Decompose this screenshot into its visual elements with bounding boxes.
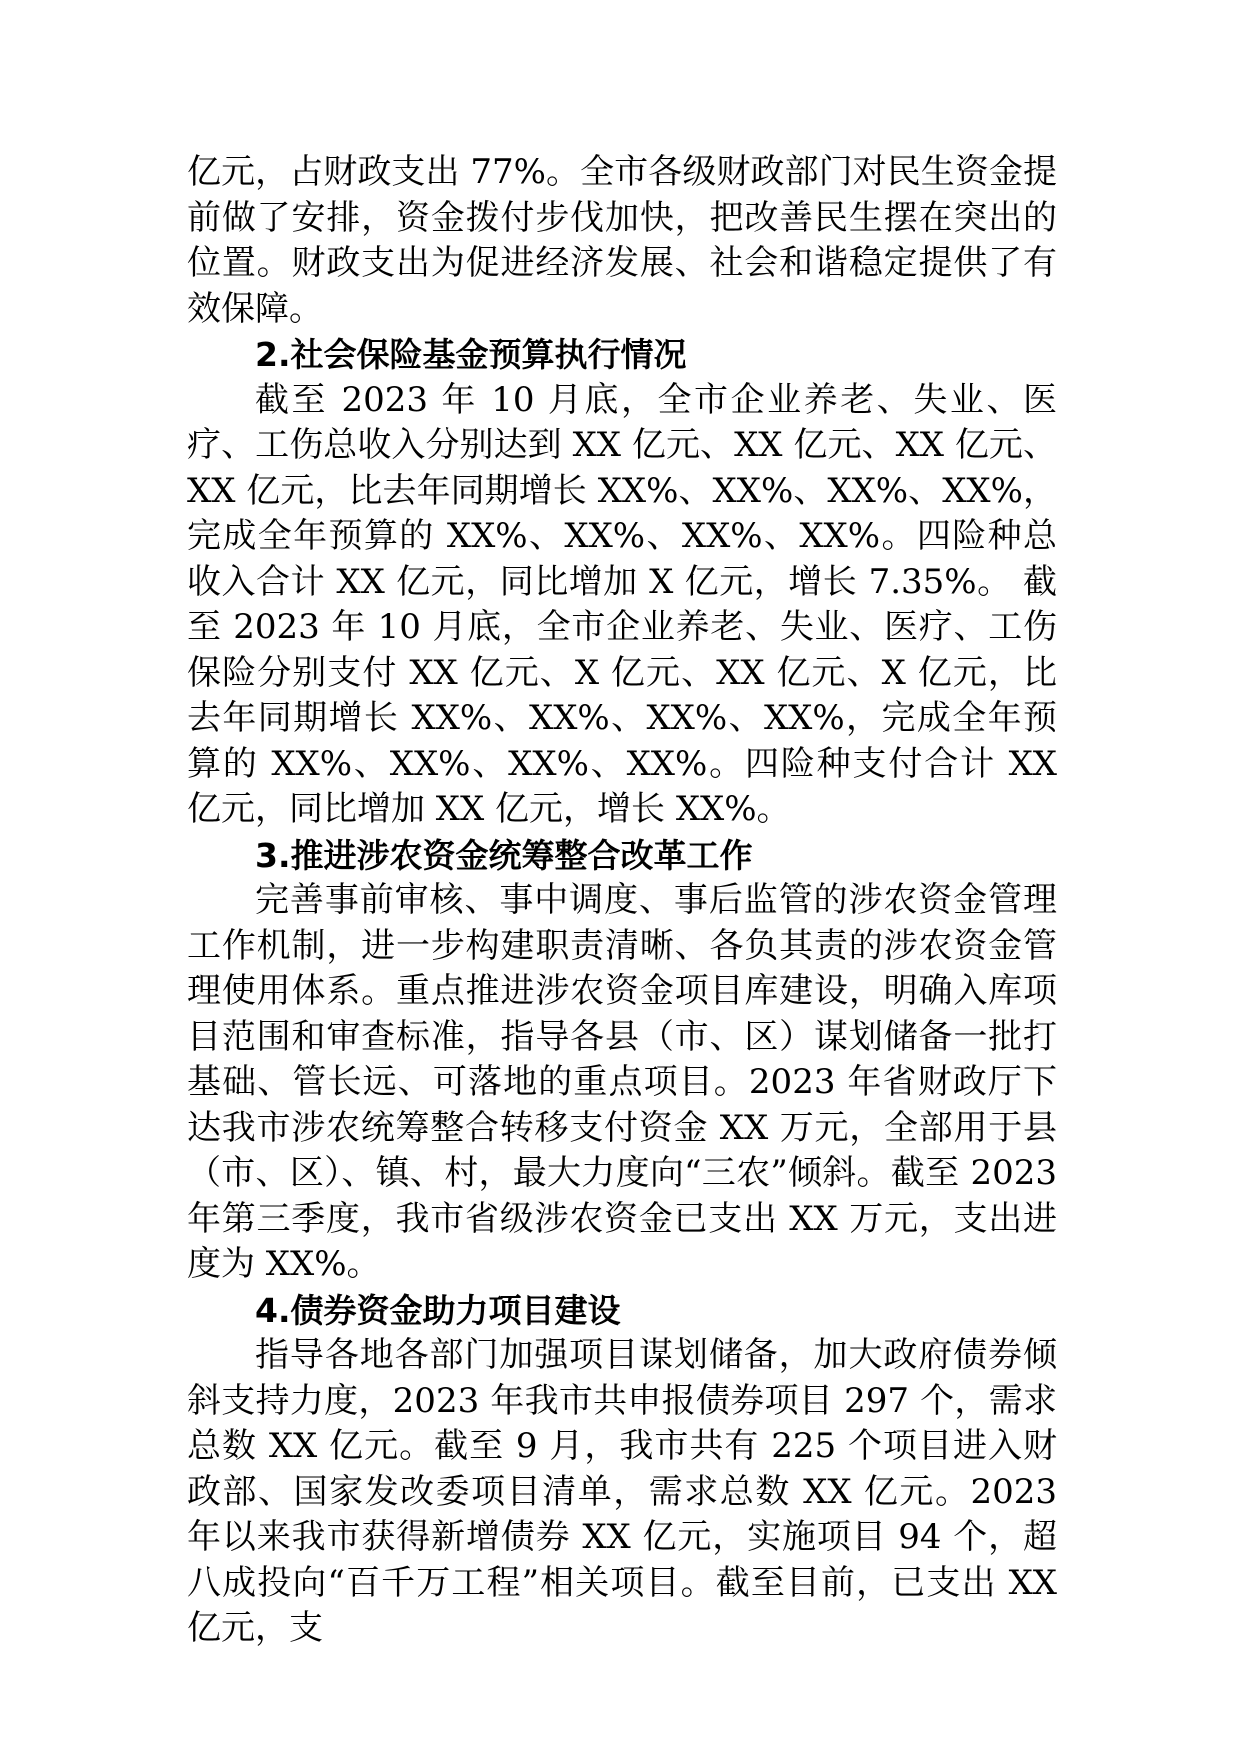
- paragraph-bond-funds: 指导各地各部门加强项目谋划储备，加大政府债券倾斜支持力度，2023 年我市共申报债券项目 297 个，需求总数 XX 亿元。截至 9 月，我市共有 225 个项目进入财政部、国家发改委项目清单，需求总数 XX 亿元。2023 年以来我市获得新增债券 XX 亿元，实施项目 94 个，超八成投向“百千万工程”相关项目。截至目前，已支出 XX 亿元，支: [187, 1335, 1057, 1648]
- paragraph-fiscal-expenditure: 亿元，占财政支出 77%。全市各级财政部门对民生资金提前做了安排，资金拨付步伐加快，把改善民生摆在突出的位置。财政支出为促进经济发展、社会和谐稳定提供了有效保障。: [187, 152, 1057, 329]
- document-page: [187, 150, 1057, 1652]
- heading-bond-funds: 4.债券资金助力项目建设: [255, 1290, 621, 1330]
- heading-social-insurance: 2.社会保险基金预算执行情况: [255, 335, 687, 374]
- paragraph-social-insurance: 截至 2023 年 10 月底，全市企业养老、失业、医疗、工伤总收入分别达到 XX 亿元、XX 亿元、XX 亿元、XX 亿元，比去年同期增长 XX%、XX%、XX%、XX%，完成全年预算的 XX%、XX%、XX%、XX%。四险种总收入合计 XX 亿元，同比增加 X 亿元，增长 7.35%。 截至 2023 年 10 月底，全市企业养老、失业、医疗、工伤保险分别支付 XX 亿元、X 亿元、XX 亿元、X 亿元，比去年同期增长 XX%、XX%、XX%、XX%，完成全年预算的 XX%、XX%、XX%、XX%。四险种支付合计 XX 亿元，同比增加 XX 亿元，增长 XX%。: [187, 379, 1057, 829]
- heading-agricultural-funds: 3.推进涉农资金统筹整合改革工作: [255, 835, 753, 875]
- paragraph-agricultural-funds: 完善事前审核、事中调度、事后监管的涉农资金管理工作机制，进一步构建职责清晰、各负其责的涉农资金管理使用体系。重点推进涉农资金项目库建设，明确入库项目范围和审查标准，指导各县（市、区）谋划储备一批打基础、管长远、可落地的重点项目。2023 年省财政厅下达我市涉农统筹整合转移支付资金 XX 万元，全部用于县（市、区）、镇、村，最大力度向“三农”倾斜。截至 2023 年第三季度，我市省级涉农资金已支出 XX 万元，支出进度为 XX%。: [187, 880, 1057, 1284]
